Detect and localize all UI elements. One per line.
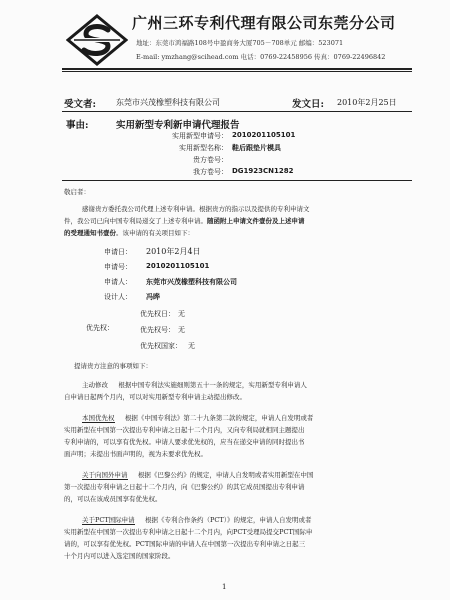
field-label: 实用新型名称： [179, 144, 228, 152]
field-label: 我方卷号： [193, 168, 228, 176]
detail-label: 优先权日： [140, 310, 175, 318]
subject-divider [62, 180, 412, 181]
field-value: DG1923CN1282 [232, 167, 294, 175]
item-line: 请的，可以享有优先权。PCT国际申请的申请人在中国第一次提出专利申请之日起三 [64, 540, 306, 548]
detail-value: 无 [188, 342, 195, 350]
item-line: 的，可以在该成员国享有优先权。 [64, 495, 162, 503]
subject-label: 事由: [66, 120, 89, 131]
intro-line-1: 感谢贵方委托我公司代理上述专利申请。根据贵方的指示以及提供的专利申请文 [82, 205, 310, 213]
firm-address: 地址：东莞市鸿福路108号中盈商务大厦705－708单元 邮编：523071 [136, 39, 344, 47]
report-title: 实用新型专利新申请代理报告 [116, 120, 240, 131]
notice-heading: 提请贵方注意的事项如下： [74, 362, 152, 370]
salutation: 敬启者： [64, 188, 90, 196]
intro-line-2 [64, 216, 305, 225]
intro-line-3 [64, 228, 194, 237]
firm-name: 广州三环专利代理有限公司东莞分公司 [132, 14, 396, 32]
detail-value: 无 [178, 310, 185, 318]
field-label: 贵方卷号： [193, 156, 228, 164]
item-heading: 本国优先权 [82, 414, 115, 422]
item-line: 根据《专利合作条约（PCT）》的规定，申请人自发明或者 [145, 516, 312, 524]
recipient-label: 受文者: [64, 99, 97, 110]
detail-label: 申请人： [104, 278, 132, 286]
item-first-line [82, 380, 307, 389]
item-heading: 关于向国外申请 [82, 471, 128, 479]
item-line: 根据《巴黎公约》的规定，申请人自发明或者实用新型在中国 [137, 471, 314, 479]
detail-label: 优先权号： [140, 326, 175, 334]
firm-contact: E-mail: ymzhang@scihead.com 电话：0769-22458956 传真：0769-22496842 [136, 53, 386, 61]
detail-label: 申请日： [104, 248, 132, 256]
item-first-line [82, 515, 311, 524]
detail-value: 冯晔 [146, 293, 160, 301]
item-line: 根据《中国专利法》第二十九条第二款的规定，申请人自发明或者 [124, 414, 314, 422]
intro-line-2-text: 件，我公司已向中国专利局递交了上述专利申请。 [64, 217, 207, 225]
date-value: 2010年2月25日 [337, 98, 397, 107]
item-line: 自申请日起两个月内，可以对实用新型专利申请主动提出修改。 [64, 393, 246, 401]
item-line: 第一次提出专利申请之日起十二个月内，向《巴黎公约》的其它成员国提出专利申请 [64, 483, 305, 491]
item-line: 面声明；未提出书面声明的，视为未要求优先权。 [64, 450, 207, 458]
field-value: 鞋后跟垫片模具 [232, 144, 281, 152]
header-divider-thin [62, 71, 412, 72]
detail-value: 无 [178, 326, 185, 334]
intro-line-3-text: 。该申请的有关项目如下： [116, 229, 194, 237]
detail-value: 2010年2月4日 [146, 247, 201, 256]
item-heading: 关于PCT国际申请 [82, 516, 135, 524]
item-line: 实用新型在中国第一次提出专利申请之日起十二个月内，又向专利局就相同主题提出 [64, 426, 305, 434]
item-line: 根据中国专利法实施细则第五十一条的规定，实用新型专利申请人 [118, 381, 307, 389]
detail-value: 2010201105101 [146, 262, 210, 270]
recipient-divider [62, 111, 412, 112]
item-first-line [82, 413, 313, 422]
item-line: 十个月内可以进入选定国的国家阶段。 [64, 552, 175, 560]
field-label: 实用新型申请号： [172, 132, 228, 140]
priority-side-label: 优先权： [86, 324, 114, 332]
header-divider [62, 68, 412, 70]
detail-value: 东莞市兴茂橡塑科技有限公司 [146, 278, 237, 286]
recipient-value: 东莞市兴茂橡塑科技有限公司 [116, 98, 220, 107]
intro-line-3-bold: 的受理通知书壹份 [64, 229, 116, 237]
detail-label: 设计人： [104, 293, 132, 301]
item-line: 实用新型在中国第一次提出专利申请之日起十二个月内，向PCT受理局提交PCT国际申 [64, 528, 313, 536]
detail-label: 优先权国家： [140, 342, 182, 350]
intro-line-2-bold: 随函附上申请文件壹份及上述申请 [207, 217, 305, 225]
item-first-line [82, 470, 313, 479]
item-line: 专利申请的，可以享有优先权。申请人要求优先权的，应当在递交申请的同时提出书 [64, 438, 305, 446]
date-label: 发文日: [292, 99, 325, 110]
company-logo-icon [66, 14, 128, 66]
item-heading: 主动修改 [82, 381, 108, 389]
page-number: 1 [222, 583, 227, 591]
field-value: 2010201105101 [232, 131, 296, 139]
detail-label: 申请号： [104, 263, 132, 271]
